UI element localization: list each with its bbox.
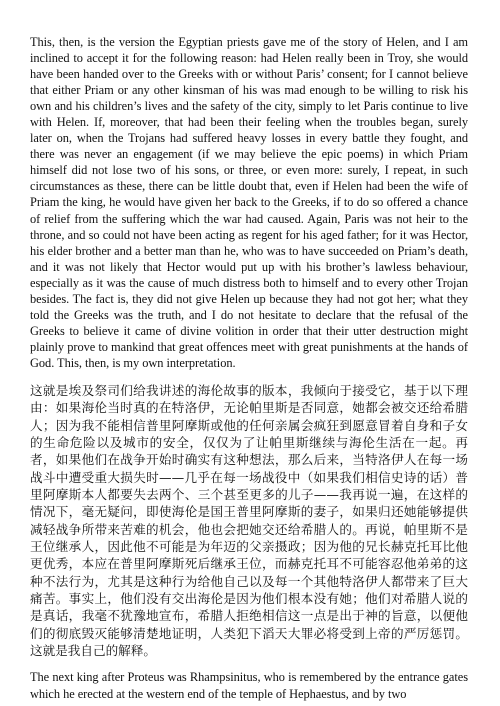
- english-paragraph-helen-version: This, then, is the version the Egyptian priests gave me of the story of Helen, and I am inclined to accept it for the following reason: had Helen really been in Troy, she would have been handed over to the Greeks with or without Paris’ consent; for I cannot believe that either Priam or any other kinsman of his was mad enough to be willing to risk his own and his children’s lives and the safety of the city, simply to let Paris continue to live with Helen. If, moreover, that had been their feeling when the troubles began, surely later on, when the Trojans had suffered heavy losses in every battle they fought, and there was never an engagement (if we may believe the epic poems) in which Priam himself did not lose two of his sons, or three, or even more: surely, I repeat, in such circumstances as these, there can be little doubt that, even if Helen had been the wife of Priam the king, he would have given her back to the Greeks, if to do so offered a chance of relief from the suffering which the war had caused. Again, Paris was not heir to the throne, and so could not have been acting as regent for his aged father; for it was Hector, his elder brother and a better man than he, who was to have succeeded on Priam’s death, and it was not likely that Hector would put up with his brother’s lawless behaviour, especially as it was the cause of much distress both to himself and to every other Trojan besides. The fact is, they did not give Helen up because they had not got her; what they told the Greeks was the truth, and I do not hesitate to declare that the refusal of the Greeks to believe it came of divine volition in order that their utter destruction might plainly prove to mankind that great offences meet with great punishments at the hands of God. This, then, is my own interpretation.: [30, 35, 468, 370]
- english-paragraph-rhampsinitus: The next king after Proteus was Rhampsinitus, who is remembered by the entrance gates which he erected at the western end of the temple of Hephaestus, and by two: [30, 670, 468, 701]
- document-page: [30, 34, 468, 702]
- chinese-paragraph-helen-version: 这就是埃及祭司们给我讲述的海伦故事的版本，我倾向于接受它，基于以下理由：如果海伦当时真的在特洛伊，无论帕里斯是否同意，她都会被交还给希腊人；因为我不能相信普里阿摩斯或他的任何亲属会疯狂到愿意冒着自身和子女的生命危险以及城市的安全，仅仅为了让帕里斯继续与海伦生活在一起。再者，如果他们在战争开始时确实有这种想法，那么后来，当特洛伊人在每一场战斗中遭受重大损失时——几乎在每一场战役中（如果我们相信史诗的话）普里阿摩斯本人都要失去两个、三个甚至更多的儿子——我再说一遍，在这样的情况下，毫无疑问，即使海伦是国王普里阿摩斯的妻子，如果归还她能够提供减轻战争所带来苦难的机会，他也会把她交还给希腊人的。再说，帕里斯不是王位继承人，因此他不可能是为年迈的父亲摄政；因为他的兄长赫克托耳比他更优秀，本应在普里阿摩斯死后继承王位，而赫克托耳不可能容忍他弟弟的这种不法行为，尤其是这种行为给他自己以及每一个其他特洛伊人都带来了巨大痛苦。事实上，他们没有交出海伦是因为他们根本没有她；他们对希腊人说的是真话，我毫不犹豫地宣布，希腊人拒绝相信这一点是出于神的旨意，以便他们的彻底毁灭能够清楚地证明，人类犯下滔天大罪必将受到上帝的严厉惩罚。这就是我自己的解释。: [30, 382, 468, 659]
